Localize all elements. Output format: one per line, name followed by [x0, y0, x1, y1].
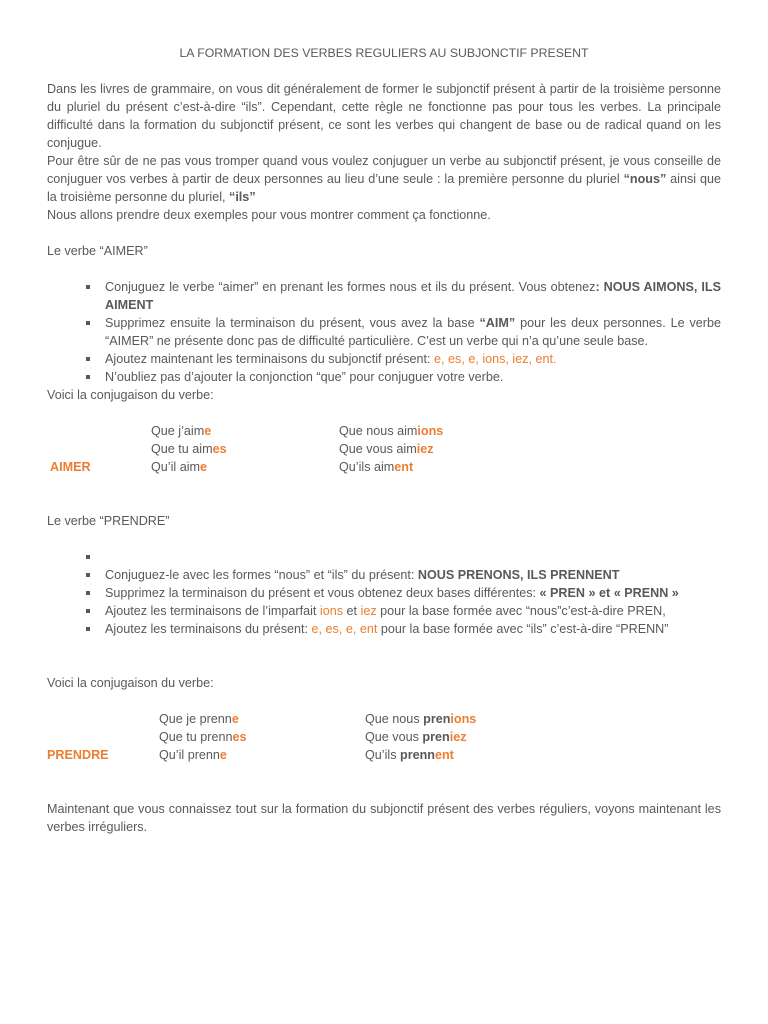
- document-title: LA FORMATION DES VERBES REGULIERS AU SUBJONCTIF PRESENT: [179, 46, 589, 60]
- table-row: [47, 440, 721, 458]
- list-item: Ajoutez maintenant les terminaisons du subjonctif présent: e, es, e, ions, iez, ent.: [47, 350, 721, 368]
- conj-cell: Que tu aimes: [151, 442, 227, 456]
- prendre-voici: Voici la conjugaison du verbe:: [47, 676, 214, 690]
- verb-label: AIMER: [50, 460, 91, 474]
- conclusion-paragraph: Maintenant que vous connaissez tout sur la formation du subjonctif présent des verbes réguliers, voyons maintenant les verbes irréguliers.: [47, 802, 721, 834]
- list-item: Ajoutez les terminaisons du présent: e, es, e, ent pour la base formée avec “ils” c’est-à-dire “PRENN”: [47, 620, 721, 638]
- conj-cell: Que j’aime: [151, 424, 212, 438]
- table-row: [47, 458, 721, 476]
- conj-cell: Que tu prennes: [159, 730, 247, 744]
- list-item: [47, 548, 721, 566]
- prendre-heading: Le verbe “PRENDRE”: [47, 514, 170, 528]
- list-item: Supprimez la terminaison du présent et vous obtenez deux bases différentes: « PREN » et « PRENN »: [47, 584, 721, 602]
- aimer-heading: Le verbe “AIMER”: [47, 244, 148, 258]
- conj-cell: Qu’ils prennent: [365, 748, 454, 762]
- table-row: [47, 710, 721, 728]
- list-item: Ajoutez les terminaisons de l’imparfait ions et iez pour la base formée avec “nous”c’est-à-dire PREN,: [47, 602, 721, 620]
- prendre-steps-list: [47, 548, 721, 638]
- table-row: [47, 422, 721, 440]
- list-item: Conjuguez le verbe “aimer” en prenant les formes nous et ils du présent. Vous obtenez: NOUS AIMONS, ILS AIMENT: [47, 278, 721, 314]
- table-row: [47, 746, 721, 764]
- intro-paragraph-3: Nous allons prendre deux exemples pour vous montrer comment ça fonctionne.: [47, 208, 491, 222]
- intro-paragraph-2: Pour être sûr de ne pas vous tromper quand vous voulez conjuguer un verbe au subjonctif présent, je vous conseille de conjuguer vos verbes à partir de deux personnes au lieu d’une seule : la première personne du pluriel “nous” ainsi que la troisième personne du pluriel, “ils”: [47, 154, 721, 204]
- aimer-voici: Voici la conjugaison du verbe:: [47, 388, 214, 402]
- document-page: [47, 44, 721, 836]
- intro-paragraph-1: Dans les livres de grammaire, on vous dit généralement de former le subjonctif présent à partir de la troisième personne du pluriel du présent c’est-à-dire “ils”. Cependant, cette règle ne fonctionne pas pour tous les verbes. La principale difficulté dans la formation du subjonctif présent, ce sont les verbes qui changent de base ou de radical quand on les conjugue.: [47, 82, 721, 150]
- conj-cell: Que vous aimiez: [339, 442, 434, 456]
- conj-cell: Qu’il aime: [151, 460, 208, 474]
- conj-cell: Que nous prenions: [365, 712, 477, 726]
- table-row: [47, 728, 721, 746]
- conj-cell: Qu’ils aiment: [339, 460, 414, 474]
- verb-label: PRENDRE: [47, 748, 109, 762]
- conj-cell: Que nous aimions: [339, 424, 444, 438]
- conj-cell: Que vous preniez: [365, 730, 467, 744]
- conj-cell: Qu’il prenne: [159, 748, 227, 762]
- prendre-conjugation-table: [47, 710, 721, 764]
- aimer-steps-list: [47, 278, 721, 386]
- list-item: Supprimez ensuite la terminaison du présent, vous avez la base “AIM” pour les deux personnes. Le verbe “AIMER” ne présente donc pas de difficulté particulière. C’est un verbe qui n’a qu’une seule base.: [47, 314, 721, 350]
- aimer-conjugation-table: [47, 422, 721, 476]
- list-item: Conjuguez-le avec les formes “nous” et “ils” du présent: NOUS PRENONS, ILS PRENNENT: [47, 566, 721, 584]
- conj-cell: Que je prenne: [159, 712, 239, 726]
- list-item: N’oubliez pas d’ajouter la conjonction “que” pour conjuguer votre verbe.: [47, 368, 721, 386]
